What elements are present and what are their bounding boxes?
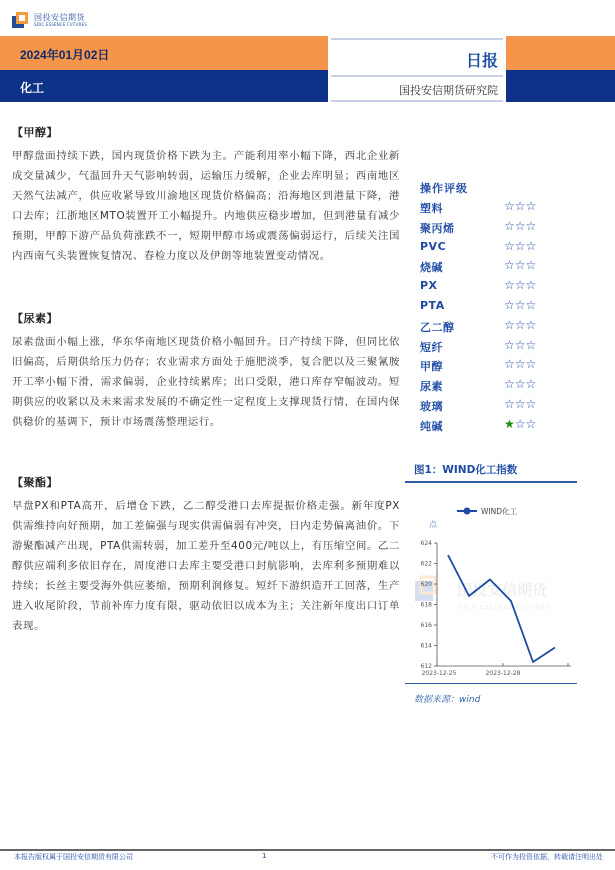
rating-product: PVC: [420, 239, 447, 253]
header-band-blue: [0, 70, 615, 102]
logo-mark-icon: [12, 12, 28, 28]
rating-row: [420, 200, 610, 220]
svg-text:SDIC ESSENCE FUTURES: SDIC ESSENCE FUTURES: [459, 605, 551, 611]
star-rating-icon: ☆☆☆: [504, 357, 537, 372]
star-rating-icon: ★☆☆: [504, 416, 537, 431]
svg-text:620: 620: [420, 581, 432, 588]
rating-row: [420, 240, 610, 260]
rating-row: [420, 378, 610, 398]
section-urea: [12, 310, 400, 432]
rating-row: [420, 319, 610, 339]
rating-row: [420, 259, 610, 279]
rating-row: [420, 339, 610, 359]
svg-text:614: 614: [420, 642, 432, 650]
svg-text:616: 616: [420, 622, 432, 629]
rating-product: 塑料: [420, 202, 443, 215]
rating-product: 烧碱: [420, 261, 443, 275]
line-chart: [405, 485, 585, 685]
rating-row: [420, 398, 610, 418]
star-rating-icon: ☆☆☆: [504, 377, 537, 392]
rating-row: [420, 358, 610, 378]
footer-disclaimer: 不可作为投资依据，转载请注明出处: [491, 853, 603, 861]
rating-product: 甲醇: [420, 360, 443, 374]
rating-product: PX: [420, 279, 438, 293]
watermark: [415, 577, 550, 611]
rating-row: [420, 279, 610, 299]
logo-text-en: SDIC ESSENCE FUTURES: [34, 22, 88, 27]
svg-text:2023-12-28: 2023-12-28: [485, 670, 521, 677]
rating-product: 玻璃: [420, 399, 443, 413]
star-rating-icon: ☆☆☆: [504, 258, 537, 273]
footer-copyright: 本报告版权属于国投安信期货有限公司: [14, 853, 133, 861]
rating-row: [420, 418, 610, 438]
y-axis-unit: 点: [429, 520, 437, 529]
rating-product: 纯碱: [420, 419, 443, 433]
section-body: 甲醇盘面持续下跌，国内现货价格下跌为主。产能利用率小幅下降，西北企业新成交量减少，气温回升天气影响转弱，运输压力缓解，企业去库明显；西南地区天然气法减产，供应收紧导致川渝地区现货价格偏高；沿海地区到港量下降，港口去库；江浙地区MTO装置开工小幅提升。内地供应稳步增加，但到港量有减少预期，甲醇下游产品负荷涨跌不一，短期甲醇市场或震荡偏弱运行，后续关注国内西南气头装置恢复情况、春检力度以及伊朗等地装置变动情况。: [12, 150, 400, 262]
report-type: 日报: [465, 51, 498, 70]
rating-row: [420, 220, 610, 240]
rating-product: 尿素: [420, 380, 443, 394]
section-body: 早盘PX和PTA高开，后增仓下跌，乙二醇受港口去库提振价格走强。新年度PX供需维持向好预期，加工差偏强与现实供需偏弱有冲突，日内走势偏离油价。下游聚酯减产出现，PTA供需转弱，加工差升至400元/吨以上，有压缩空间。乙二醇供应端利多依旧存在，周度港口去库主要受港口封航影响，去库利多预期难以持续；长丝主要受海外供应萎缩，预期利润修复。短纤下游织造开工回落，生产进入收尾阶段，节前补库力度有限，驱动依旧以成本为主；关注新年度出口订单表现。: [12, 500, 400, 632]
section-heading: 【尿素】: [12, 312, 58, 325]
svg-text:622: 622: [420, 560, 432, 568]
page-number: 1: [262, 852, 267, 860]
star-rating-icon: ☆☆☆: [504, 396, 537, 411]
logo-text-cn: 国投安信期货: [34, 13, 85, 22]
divider: [331, 100, 503, 102]
svg-text:612: 612: [420, 663, 432, 670]
star-rating-icon: ☆☆☆: [504, 238, 537, 253]
rating-product: PTA: [420, 298, 445, 312]
x-tick-labels: [422, 670, 521, 677]
svg-text:2023-12-25: 2023-12-25: [421, 670, 457, 677]
star-rating-icon: ☆☆☆: [504, 337, 537, 352]
rating-product: 乙二醇: [420, 320, 455, 334]
divider: [331, 75, 503, 77]
x-axis: [437, 663, 571, 666]
section-methanol: [12, 124, 400, 266]
y-axis: [434, 543, 437, 666]
rating-row: [420, 299, 610, 319]
svg-text:WIND化工: WIND化工: [481, 507, 518, 516]
rating-product: 短纤: [420, 340, 443, 354]
company-logo: [12, 10, 112, 32]
divider: [331, 38, 503, 40]
svg-text:618: 618: [420, 601, 432, 609]
report-category: 化工: [20, 81, 45, 95]
divider: [405, 481, 577, 483]
star-rating-icon: ☆☆☆: [504, 317, 537, 332]
section-body: 尿素盘面小幅上涨，华东华南地区现货价格小幅回升。日产持续下降，但同比依旧偏高，后期供给压力仍存；农业需求方面处于施肥淡季，复合肥以及三聚氰胺开工率小幅下滑，需求偏弱，企业持续累库；出口受限，港口库存窄幅波动。短期供应的收紧以及未来需求发展的不确定性一定程度上支撑现货行情，在国内保供稳价的基调下，预计市场震荡整理运行。: [12, 336, 400, 428]
institute-name: 国投安信期货研究院: [399, 84, 498, 97]
section-heading: 【聚酯】: [12, 476, 58, 489]
star-rating-icon: ☆☆☆: [504, 199, 537, 213]
section-polyester: [12, 474, 400, 636]
report-title-box: [328, 36, 506, 102]
divider: [405, 683, 577, 684]
star-rating-icon: ☆☆☆: [504, 218, 537, 233]
section-heading: 【甲醇】: [12, 126, 58, 139]
operation-rating: [420, 180, 610, 438]
data-source: 数据来源：wind: [414, 695, 481, 705]
star-rating-icon: ☆☆☆: [504, 278, 537, 293]
svg-text:624: 624: [420, 540, 432, 547]
star-rating-icon: ☆☆☆: [504, 297, 537, 312]
y-tick-labels: [421, 540, 433, 670]
rating-product: 聚丙烯: [420, 221, 455, 235]
footer-divider: [0, 849, 615, 851]
chart-legend: [457, 506, 518, 516]
report-date: 2024年01月02日: [20, 48, 110, 62]
svg-text:国投安信期货: 国投安信期货: [457, 581, 548, 599]
figure-title: 图1：WIND化工指数: [414, 464, 518, 476]
rating-title: 操作评级: [420, 182, 468, 195]
